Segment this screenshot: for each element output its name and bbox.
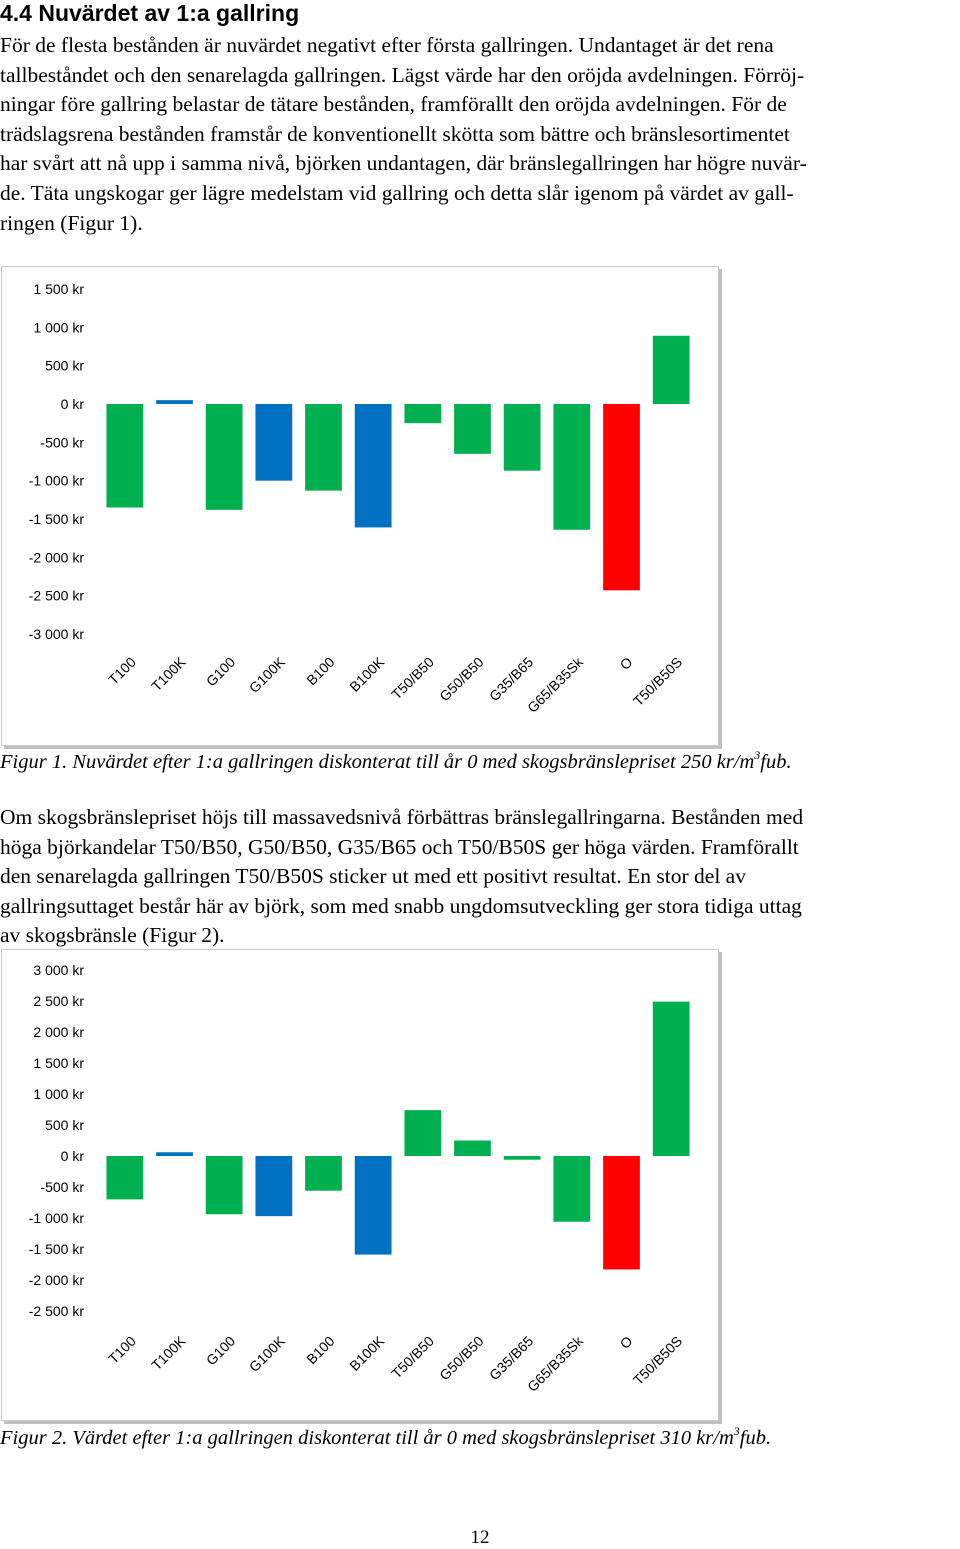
y-tick-label: 1 500 kr: [33, 1055, 84, 1071]
bar-b100k: [355, 1156, 392, 1255]
bar-g100k: [255, 404, 292, 481]
bar-b100k: [355, 404, 392, 527]
x-tick-label: G35/B65: [485, 653, 537, 705]
x-tick-label: T50/B50: [388, 1332, 437, 1382]
bar-t50-b50: [404, 404, 441, 423]
paragraph-line: tallbeståndet och den senarelagda gallringen. Lägst värde har den oröjda avdelningen. Förröj-: [0, 62, 805, 87]
y-tick-label: 0 kr: [60, 396, 84, 412]
y-tick-label: 3 000 kr: [33, 962, 84, 978]
x-tick-label: G50/B50: [436, 653, 487, 705]
x-tick-label: B100K: [346, 1332, 388, 1374]
y-tick-label: 1 000 kr: [33, 319, 84, 336]
paragraph-line: de. Täta ungskogar ger lägre medelstam vid gallring och detta slår igenom på värdet av gall-: [0, 180, 794, 205]
figure-2-svg: [2, 950, 718, 1420]
x-tick-label: T50/B50: [388, 653, 437, 703]
x-tick-label: G50/B50: [436, 1332, 487, 1384]
bar-g50-b50: [454, 1141, 491, 1157]
x-tick-label: G65/B35Sk: [524, 1332, 586, 1395]
bar-t100k: [156, 1152, 193, 1156]
paragraph-line: ringen (Figur 1).: [0, 210, 143, 235]
x-tick-label: B100: [303, 653, 338, 689]
paragraph-line: trädslagsrena bestånden framstår de konventionellt skötta som bättre och bränslesortimentet: [0, 121, 790, 146]
x-tick-label: O: [616, 1332, 636, 1352]
x-tick-label: O: [616, 653, 636, 673]
y-tick-label: -3 000 kr: [28, 626, 84, 642]
bar-g35-b65: [504, 404, 541, 471]
x-tick-label: G100K: [245, 653, 288, 696]
x-tick-label: T50/B50S: [629, 1332, 686, 1389]
x-tick-label: B100: [303, 1332, 338, 1368]
bar-t50-b50s: [653, 336, 690, 404]
y-tick-label: -1 000 kr: [28, 1210, 84, 1226]
bar-b100: [305, 404, 342, 491]
bar-g35-b65: [504, 1156, 541, 1160]
figure-2-chart: [1, 949, 719, 1421]
bar-t100k: [156, 400, 193, 404]
y-tick-label: -1 000 kr: [28, 472, 84, 489]
bar-g100k: [255, 1156, 292, 1216]
bar-g65-b35sk: [553, 1156, 590, 1222]
page-number: 12: [470, 1527, 490, 1548]
x-tick-label: T50/B50S: [629, 653, 686, 710]
paragraph-line: höga björkandelar T50/B50, G50/B50, G35/B65 och T50/B50S ger höga värden. Framförallt: [0, 834, 799, 859]
bar-o: [603, 404, 640, 590]
x-tick-label: B100K: [346, 653, 388, 695]
bar-t100: [106, 1156, 143, 1199]
bar-g100: [206, 1156, 243, 1214]
x-tick-label: T100: [105, 653, 139, 688]
y-tick-label: 2 000 kr: [33, 1024, 84, 1040]
x-tick-label: T100K: [148, 653, 189, 695]
figure-1-caption: Figur 1. Nuvärdet efter 1:a gallringen diskonterat till år 0 med skogsbränslepriset 250 $kr/m^3fub$.: [0, 748, 792, 773]
y-tick-label: 1 000 kr: [33, 1086, 84, 1102]
figure-1-chart: [1, 266, 719, 746]
x-tick-label: G100: [202, 653, 239, 690]
bar-g100: [206, 404, 243, 510]
paragraph-line: För de flesta bestånden är nuvärdet negativt efter första gallringen. Undantaget är det rena: [0, 33, 774, 57]
paragraph-line: den senarelagda gallringen T50/B50S sticker ut med ett positivt resultat. En stor del av: [0, 864, 746, 889]
paragraph-fuel-price: [0, 803, 958, 951]
figure-1-svg: [2, 267, 718, 745]
figure-2-caption: Figur 2. Värdet efter 1:a gallringen diskonterat till år 0 med skogsbränslepriset 310 $kr/m^3fub$.: [0, 1424, 772, 1449]
y-tick-label: -2 000 kr: [28, 549, 84, 566]
x-tick-label: G65/B35Sk: [524, 653, 586, 716]
y-tick-label: 500 kr: [45, 357, 84, 374]
bar-b100: [305, 1156, 342, 1191]
y-tick-label: 2 500 kr: [33, 993, 84, 1009]
x-tick-label: G100K: [245, 1332, 288, 1375]
y-tick-label: -500 kr: [40, 434, 84, 451]
y-tick-label: -1 500 kr: [28, 1241, 84, 1257]
y-tick-label: 500 kr: [45, 1117, 84, 1133]
paragraph-line: av skogsbränsle (Figur 2).: [0, 923, 225, 948]
y-tick-label: -2 500 kr: [28, 1303, 84, 1319]
x-tick-label: T100K: [148, 1332, 189, 1374]
bar-g65-b35sk: [553, 404, 590, 530]
y-tick-label: -1 500 kr: [28, 511, 84, 527]
y-tick-label: -2 500 kr: [28, 587, 84, 604]
y-tick-label: -2 000 kr: [28, 1272, 84, 1288]
bar-t100: [106, 404, 143, 508]
y-tick-label: -500 kr: [40, 1179, 84, 1195]
paragraph-line: ningar före gallring belastar de tätare bestånden, framförallt den oröjda avdelningen. För de: [0, 92, 787, 117]
bar-t50-b50: [404, 1110, 441, 1156]
x-tick-label: T100: [105, 1332, 139, 1367]
y-tick-label: 0 kr: [60, 1148, 84, 1164]
paragraph-intro: [0, 31, 958, 238]
y-tick-label: 1 500 kr: [33, 281, 84, 297]
bar-g50-b50: [454, 404, 491, 454]
paragraph-line: Om skogsbränslepriset höjs till massavedsnivå förbättras bränslegallringarna. Bestånden med: [0, 805, 804, 829]
paragraph-line: har svårt att nå upp i samma nivå, björken undantagen, där bränslegallringen har högre nuvär-: [0, 151, 807, 176]
section-heading: 4.4 Nuvärdet av 1:a gallring: [0, 0, 300, 26]
x-tick-label: G100: [202, 1332, 239, 1369]
x-tick-label: G35/B65: [485, 1332, 537, 1384]
paragraph-line: gallringsuttaget består här av björk, som med snabb ungdomsutveckling ger stora tidiga uttag: [0, 893, 802, 918]
bar-o: [603, 1156, 640, 1269]
bar-t50-b50s: [653, 1002, 690, 1156]
